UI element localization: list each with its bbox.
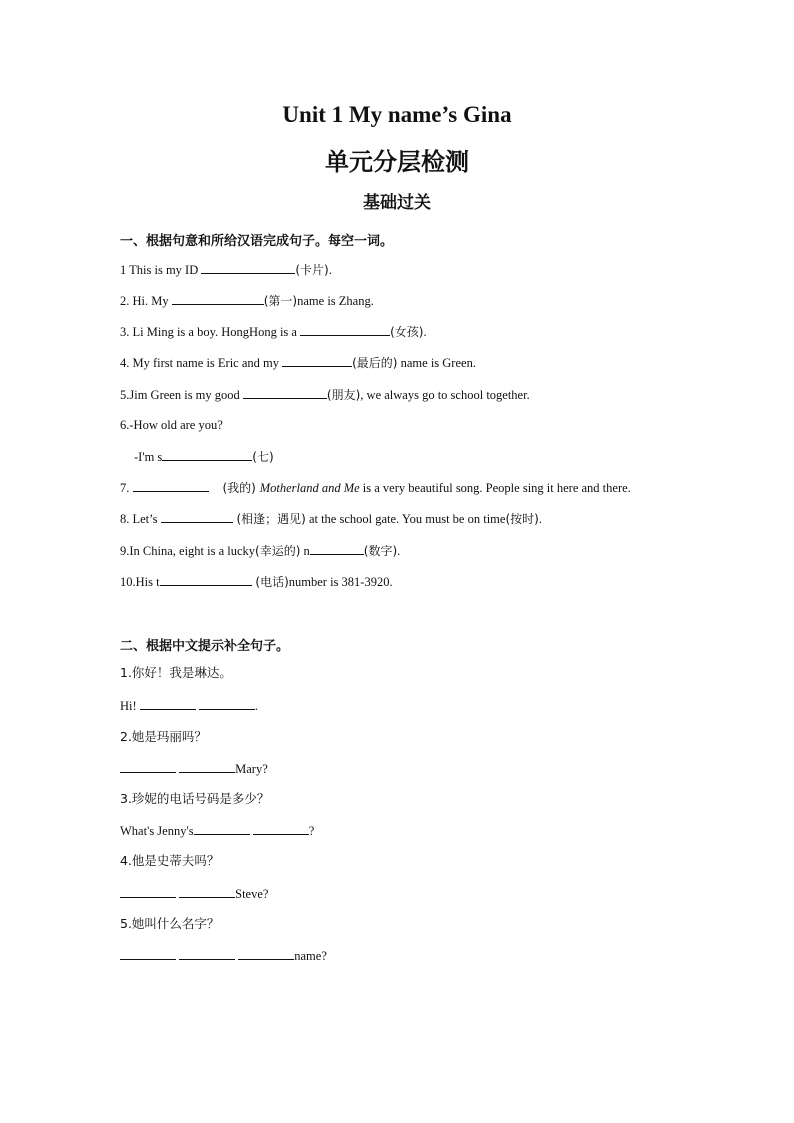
answer-blank[interactable]	[172, 292, 264, 305]
answer-blank[interactable]	[179, 760, 235, 773]
answer-blank[interactable]	[161, 510, 233, 523]
question-7: 7. (我的) Motherland and Me is a very beautiful song. People sing it here and there.	[120, 481, 631, 495]
answer-blank[interactable]	[120, 947, 176, 960]
answer-blank[interactable]	[140, 697, 196, 710]
section1-heading: 一、根据句意和所给汉语完成句子。每空一词。	[120, 234, 394, 249]
question-9: 9.In China, eight is a lucky(幸运的) n (数字).	[120, 544, 401, 558]
answer-blank[interactable]	[253, 822, 309, 835]
s2-question-3-prompt: 3.珍妮的电话号码是多少？	[120, 791, 270, 806]
s2-question-3-answer: What's Jenny's ?	[120, 824, 315, 838]
question-10: 10.His t (电话)number is 381-3920.	[120, 575, 393, 589]
s2-question-4-prompt: 4.他是史蒂夫吗？	[120, 853, 220, 868]
s2-question-2-answer: Mary?	[120, 760, 268, 777]
question-6-answer: -I'm s (七)	[134, 450, 274, 464]
answer-blank[interactable]	[238, 947, 294, 960]
question-6: 6.-How old are you?	[120, 418, 223, 432]
answer-blank[interactable]	[194, 822, 250, 835]
question-3: 3. Li Ming is a boy. HongHong is a (女孩).	[120, 325, 427, 339]
answer-blank[interactable]	[133, 479, 209, 492]
s2-question-4-answer: Steve?	[120, 885, 268, 902]
answer-blank[interactable]	[120, 885, 176, 898]
answer-blank[interactable]	[201, 261, 295, 274]
question-2: 2. Hi. My (第一)name is Zhang.	[120, 294, 374, 308]
answer-blank[interactable]	[120, 760, 176, 773]
answer-blank[interactable]	[243, 386, 327, 399]
question-1: 1 This is my ID (卡片).	[120, 263, 332, 277]
answer-blank[interactable]	[162, 448, 252, 461]
s2-question-5-prompt: 5.她叫什么名字？	[120, 916, 220, 931]
question-5: 5.Jim Green is my good (朋友), we always go to school together.	[120, 388, 530, 402]
answer-blank[interactable]	[310, 542, 364, 555]
s2-question-2-prompt: 2.她是玛丽吗？	[120, 729, 207, 744]
answer-blank[interactable]	[160, 573, 252, 586]
level-subtitle: 基础过关	[363, 193, 431, 213]
s2-question-1-answer: Hi! .	[120, 699, 259, 713]
song-title: Motherland and Me	[259, 481, 360, 495]
question-4: 4. My first name is Eric and my (最后的) name is Green.	[120, 356, 476, 370]
unit-title: Unit 1 My name’s Gina	[282, 102, 512, 127]
answer-blank[interactable]	[199, 697, 255, 710]
answer-blank[interactable]	[179, 947, 235, 960]
answer-blank[interactable]	[300, 323, 390, 336]
answer-blank[interactable]	[179, 885, 235, 898]
answer-blank[interactable]	[282, 354, 352, 367]
test-title: 单元分层检测	[325, 148, 469, 176]
s2-question-5-answer: name?	[120, 947, 327, 964]
section2-heading: 二、根据中文提示补全句子。	[120, 639, 290, 654]
s2-question-1-prompt: 1.你好！我是琳达。	[120, 665, 232, 680]
question-8: 8. Let’s (相逢；遇见) at the school gate. You must be on time(按时).	[120, 512, 542, 526]
